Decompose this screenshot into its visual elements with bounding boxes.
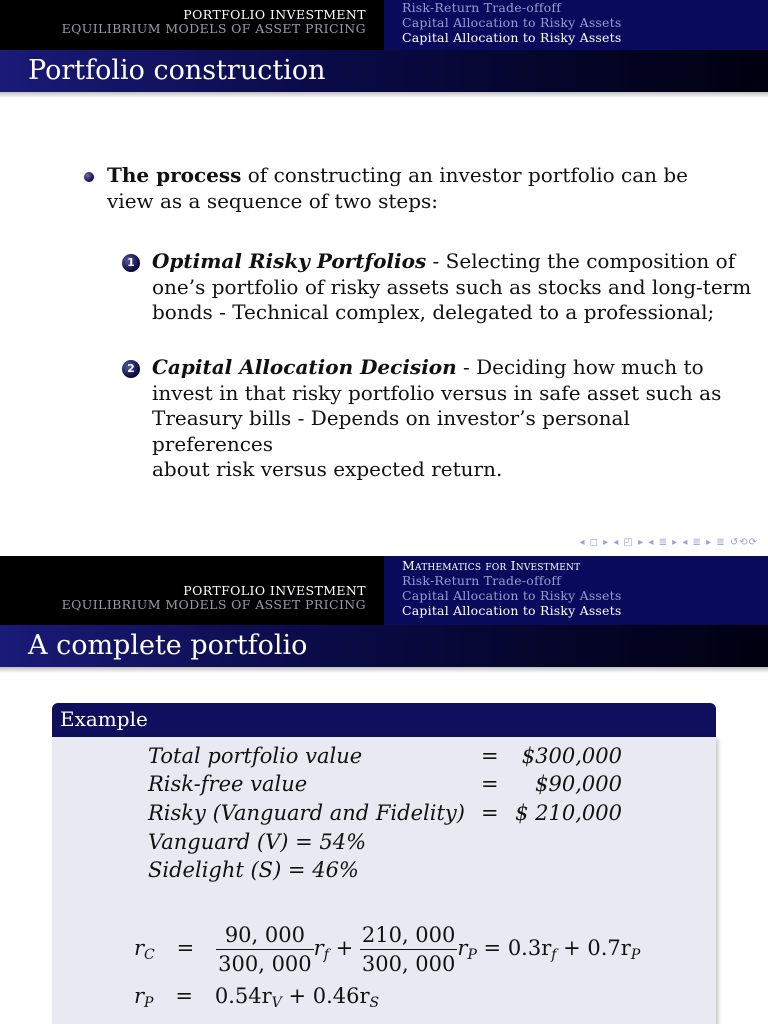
- example-row-label: Vanguard (V) = 54%: [148, 830, 367, 854]
- math-symbol: r: [134, 936, 145, 960]
- example-row-equals: =: [481, 772, 499, 796]
- enum-item-line: - Selecting the composition of: [426, 249, 736, 273]
- enum-item-1: [152, 249, 752, 326]
- header-section-titles: [0, 0, 384, 50]
- math-subscript: S: [369, 995, 380, 1011]
- header-navigation: [384, 0, 768, 50]
- enum-item-line: invest in that risky portfolio versus in safe asset such as: [152, 380, 722, 405]
- enum-item-line: Treasury bills - Depends on investor’s personal preferences: [152, 406, 630, 456]
- math-subscript: C: [144, 947, 155, 963]
- nav-item-active[interactable]: Capital Allocation to Risky Assets: [402, 30, 622, 45]
- math-subscript: P: [630, 947, 641, 963]
- equation-rp: [134, 984, 379, 1011]
- example-row-label: Total portfolio value: [148, 744, 363, 768]
- enum-item-line: bonds - Technical complex, delegated to a professional;: [152, 300, 715, 324]
- enum-item-line: about risk versus expected return.: [152, 457, 503, 481]
- enum-item-line: - Deciding how much to: [456, 355, 704, 379]
- example-block-title: Example: [52, 703, 716, 737]
- frame-title-shadow: [0, 92, 768, 98]
- fraction-numerator: 90, 000: [216, 922, 314, 950]
- frame-title-shadow: [0, 667, 768, 673]
- math-rhs: = 0.3r: [483, 936, 552, 960]
- example-row-equals: =: [481, 744, 499, 768]
- enum-ball-icon: 1: [122, 254, 140, 272]
- slide-complete-portfolio: [0, 556, 768, 1024]
- example-row-label: Risky (Vanguard and Fidelity): [148, 801, 465, 825]
- nav-item[interactable]: Risk-Return Trade-offoff: [402, 573, 562, 588]
- frame-title: A complete portfolio: [0, 625, 768, 667]
- nav-item[interactable]: Risk-Return Trade-offoff: [402, 0, 562, 15]
- header-title: PORTFOLIO INVESTMENT: [183, 7, 366, 22]
- enum-item-title: Capital Allocation Decision: [152, 355, 457, 379]
- header-title: PORTFOLIO INVESTMENT: [183, 583, 366, 598]
- nav-item[interactable]: Capital Allocation to Risky Assets: [402, 588, 622, 603]
- math-equals: =: [176, 936, 195, 960]
- fraction-numerator: 210, 000: [360, 922, 458, 950]
- math-subscript: V: [271, 995, 282, 1011]
- bullet-bold: The process: [107, 163, 242, 187]
- fraction-denominator: 300, 000: [361, 952, 456, 976]
- enum-item-title: Optimal Risky Portfolios: [152, 249, 427, 273]
- fraction: [216, 922, 314, 977]
- example-row-value: $90,000: [535, 772, 622, 796]
- header-subtitle: EQUILIBRIUM MODELS OF ASSET PRICING: [61, 21, 366, 36]
- math-plus: +: [335, 936, 354, 960]
- math-equals: =: [175, 984, 193, 1008]
- example-row-equals: =: [481, 801, 499, 825]
- beamer-navigation-icons[interactable]: ◂ ◻ ▸ ◂ ◰ ▸ ◂ ≣ ▸ ◂ ≣ ▸ ≣ ↺⟲⟳: [579, 537, 758, 548]
- example-row-value: $ 210,000: [515, 801, 622, 825]
- bullet-line1: of constructing an investor portfolio can be: [241, 163, 689, 187]
- bullet-text: [107, 163, 747, 214]
- enum-ball-icon: 2: [122, 360, 140, 378]
- header-subtitle: EQUILIBRIUM MODELS OF ASSET PRICING: [61, 597, 366, 612]
- header-navigation: [384, 556, 768, 625]
- equation-rc: $r_C$ = $\frac{90, 000}{300, 000}$ $r_f$ + $\frac{210, 000}{300, 000}$ $r_P = 0.3r_f + 0.7r_P$: [134, 923, 641, 976]
- math-rhs: 0.54r: [214, 984, 272, 1008]
- example-row-value: $300,000: [521, 744, 622, 768]
- math-subscript: P: [467, 947, 477, 963]
- bullet-icon: [84, 172, 94, 182]
- example-row-label: Sidelight (S) = 46%: [148, 858, 359, 882]
- math-subscript: P: [144, 995, 154, 1011]
- math-subscript: f: [551, 947, 557, 963]
- enum-item-2: [152, 355, 752, 483]
- math-rhs: + 0.7r: [556, 936, 631, 960]
- frame-title: Portfolio construction: [0, 50, 768, 92]
- slide-header: [0, 556, 768, 625]
- example-row-label: Risk-free value: [148, 772, 308, 796]
- math-symbol: r: [134, 984, 145, 1008]
- math-subscript: f: [323, 947, 329, 963]
- fraction: [360, 922, 458, 977]
- nav-item-section[interactable]: Mathematics for Investment: [402, 558, 581, 573]
- nav-item[interactable]: Capital Allocation to Risky Assets: [402, 15, 622, 30]
- slide-header: [0, 0, 768, 50]
- enum-item-line: one’s portfolio of risky assets such as stocks and long-term: [152, 274, 752, 299]
- bullet-line2: view as a sequence of two steps:: [107, 188, 439, 213]
- fraction-denominator: 300, 000: [218, 952, 312, 976]
- header-section-titles: [0, 556, 384, 625]
- nav-item-active[interactable]: Capital Allocation to Risky Assets: [402, 603, 622, 618]
- math-rhs: + 0.46r: [281, 984, 370, 1008]
